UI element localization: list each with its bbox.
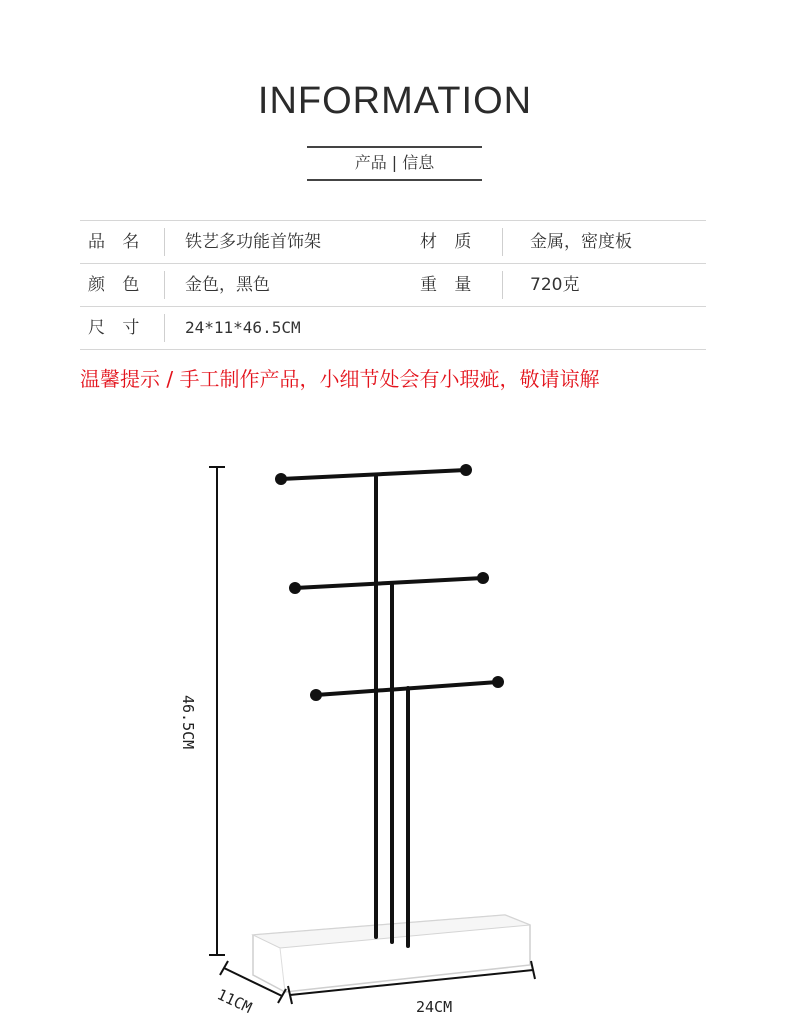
spec-label-name: 品 名 bbox=[88, 232, 146, 252]
middle-t-bar bbox=[289, 572, 489, 594]
spec-label-material: 材 质 bbox=[420, 232, 478, 252]
spec-value-size: 24*11*46.5CM bbox=[185, 318, 301, 337]
spec-label-color: 颜 色 bbox=[88, 275, 146, 295]
care-notice: 温馨提示 / 手工制作产品，小细节处会有小瑕疵，敬请谅解 bbox=[80, 367, 600, 391]
height-dimension-line bbox=[209, 467, 225, 955]
spec-label-size: 尺 寸 bbox=[88, 318, 146, 338]
spec-value-name: 铁艺多功能首饰架 bbox=[185, 232, 321, 252]
spec-value-color: 金色，黑色 bbox=[185, 275, 270, 295]
spec-value-weight: 720克 bbox=[530, 275, 580, 295]
depth-label: 11CM bbox=[214, 985, 255, 1017]
page-title: INFORMATION bbox=[257, 80, 533, 122]
spec-value-material: 金属，密度板 bbox=[530, 232, 632, 252]
jewelry-stand-poles bbox=[376, 477, 408, 946]
page-subtitle: 产品 | 信息 bbox=[354, 153, 435, 172]
height-label: 46.5CM bbox=[179, 695, 197, 750]
width-label: 24CM bbox=[416, 998, 453, 1016]
top-t-bar bbox=[275, 464, 472, 485]
spec-label-weight: 重 量 bbox=[420, 275, 478, 295]
